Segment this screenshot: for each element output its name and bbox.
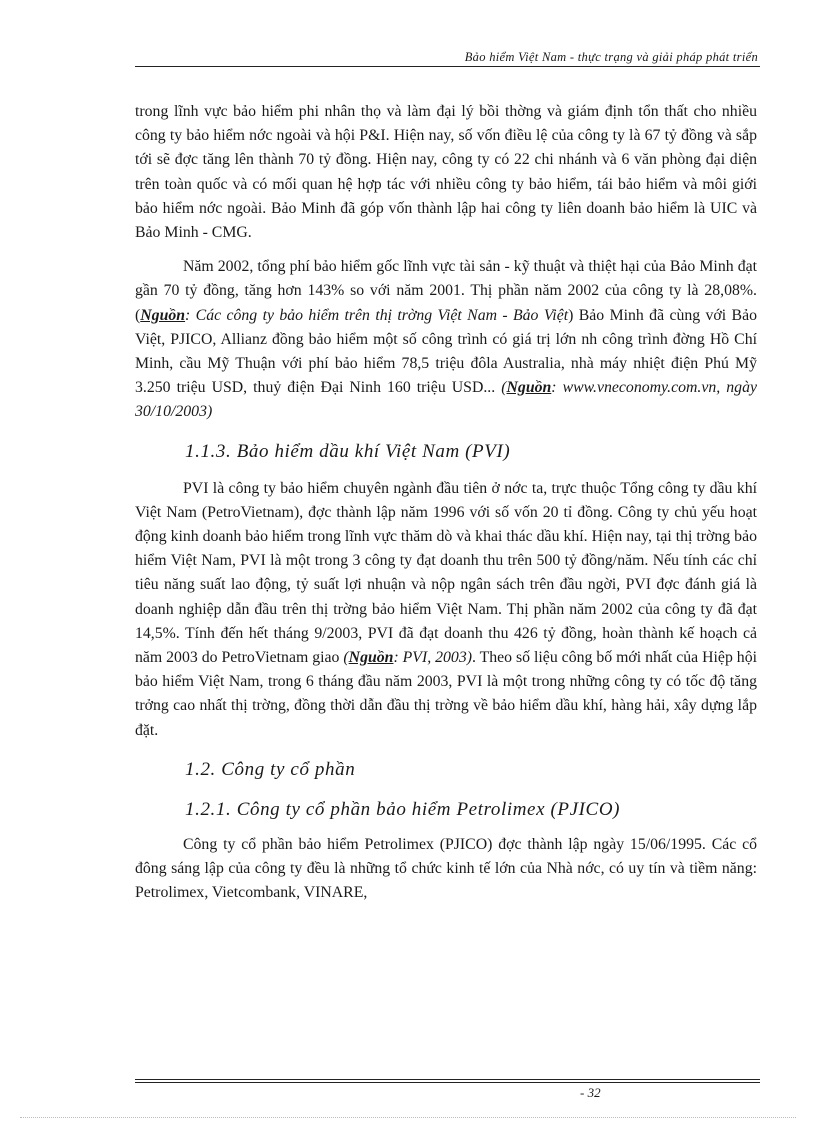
footer-rule-top <box>135 1079 760 1080</box>
section-heading-1-1-3: 1.1.3. Bảo hiểm dầu khí Việt Nam (PVI) <box>185 440 511 462</box>
section-heading-1-2: 1.2. Công ty cổ phần <box>185 758 356 780</box>
source-open: ( <box>343 649 349 667</box>
section-heading-1-2-1: 1.2.1. Công ty cổ phần bảo hiểm Petrolimex (PJICO) <box>185 798 621 820</box>
text-run: PVI là công ty bảo hiểm chuyên ngành đầu tiên ở nớc ta, trực thuộc Tổng công ty dầu khí Việt Nam (PetroVietnam), đợc thành lập năm 1996 với số vốn 20 tỉ đồng. Công ty chủ yếu hoạt động kinh doanh bảo hiểm trong lĩnh vực thăm dò và khai thác dầu khí. Hiện nay, tại thị trờng bảo hiểm Việt Nam, PVI là một trong 3 công ty đạt doanh thu trên 500 tỷ đồng/năm. Nếu tính các chỉ tiêu năng suất lao động, tỷ suất lợi nhuận và nộp ngân sách trên đầu ngời, PVI đợc đánh giá là doanh nghiệp dẫn đầu trên thị trờng bảo hiểm Việt Nam. Thị phần năm 2002 của công ty đã đạt 14,5%. Tính đến hết tháng 9/2003, PVI đã đạt doanh thu 426 tỷ đồng, hoàn thành kế hoạch cả năm 2003 do PetroVietnam giao <box>135 479 757 667</box>
source-citation: : Các công ty bảo hiểm trên thị trờng Việt Nam - Bảo Việt <box>185 306 569 324</box>
paragraph-bao-minh-2002 <box>135 255 757 424</box>
source-citation: : PVI, 2003) <box>393 649 472 667</box>
page-edge-dotted-line <box>20 1117 796 1118</box>
text-run: ) Bảo Minh đã cùng với Bảo Việt, PJICO, Allianz đồng bảo hiểm một số công trình có giá trị lớn nh công trình đờng Hồ Chí Minh, cầu Mỹ Thuận với phí bảo hiểm 78,5 triệu đôla Australia, nhà máy nhiệt điện Phú Mỹ 3.250 triệu USD, thuỷ điện Đại Ninh 160 triệu USD... <box>135 306 757 397</box>
paragraph-bao-minh-continued: trong lĩnh vực bảo hiểm phi nhân thọ và làm đại lý bồi thờng và giám định tổn thất cho nhiều công ty bảo hiểm nớc ngoài và hội P&I. Hiện nay, số vốn điều lệ của công ty là 67 tỷ đồng và sắp tới sẽ đợc tăng lên thành 70 tỷ đồng. Hiện nay, công ty có 22 chi nhánh và 6 văn phòng đại diện trên toàn quốc và có mối quan hệ hợp tác với nhiều công ty bảo hiểm, tái bảo hiểm và môi giới bảo hiểm nớc ngoài. Bảo Minh đã góp vốn thành lập hai công ty liên doanh bảo hiểm là UIC và Bảo Minh - CMG. <box>135 103 757 242</box>
source-label: Nguồn <box>348 649 394 667</box>
running-header: Bảo hiểm Việt Nam - thực trạng và giải pháp phát triển <box>464 50 758 64</box>
source-label: Nguồn <box>506 379 552 397</box>
footer-rule-bottom <box>135 1082 760 1083</box>
source-label: Nguồn <box>140 306 186 324</box>
page-body <box>135 100 757 915</box>
text-run: . Theo số liệu công bố mới nhất của Hiệp hội bảo hiểm Việt Nam, trong 6 tháng đầu năm 2003, PVI là một trong những công ty có tốc độ tăng trởng cao nhất thị trờng, đồng thời dẫn đầu thị trờng về bảo hiểm dầu khí, hàng hải, xây dựng lắp đặt. <box>135 649 757 739</box>
header-rule <box>135 66 760 67</box>
paragraph-pjico: Công ty cổ phần bảo hiểm Petrolimex (PJICO) đợc thành lập ngày 15/06/1995. Các cổ đông sáng lập của công ty đều là những tổ chức kinh tế lớn của Nhà nớc, có uy tín và tiềm năng: Petrolimex, Vietcombank, VINARE, <box>135 835 757 902</box>
source-open: ( <box>501 379 507 397</box>
paragraph-pvi <box>135 477 757 743</box>
page-number: - 32 <box>580 1085 601 1100</box>
source-citation: : www.vneconomy.com.vn, ngày 30/10/2003) <box>135 379 757 421</box>
text-run: Năm 2002, tổng phí bảo hiểm gốc lĩnh vực tài sản - kỹ thuật và thiệt hại của Bảo Minh đạt gần 70 tỷ đồng, tăng hơn 143% so với năm 2001. Thị phần năm 2002 của công ty là 28,08%. ( <box>135 258 757 324</box>
